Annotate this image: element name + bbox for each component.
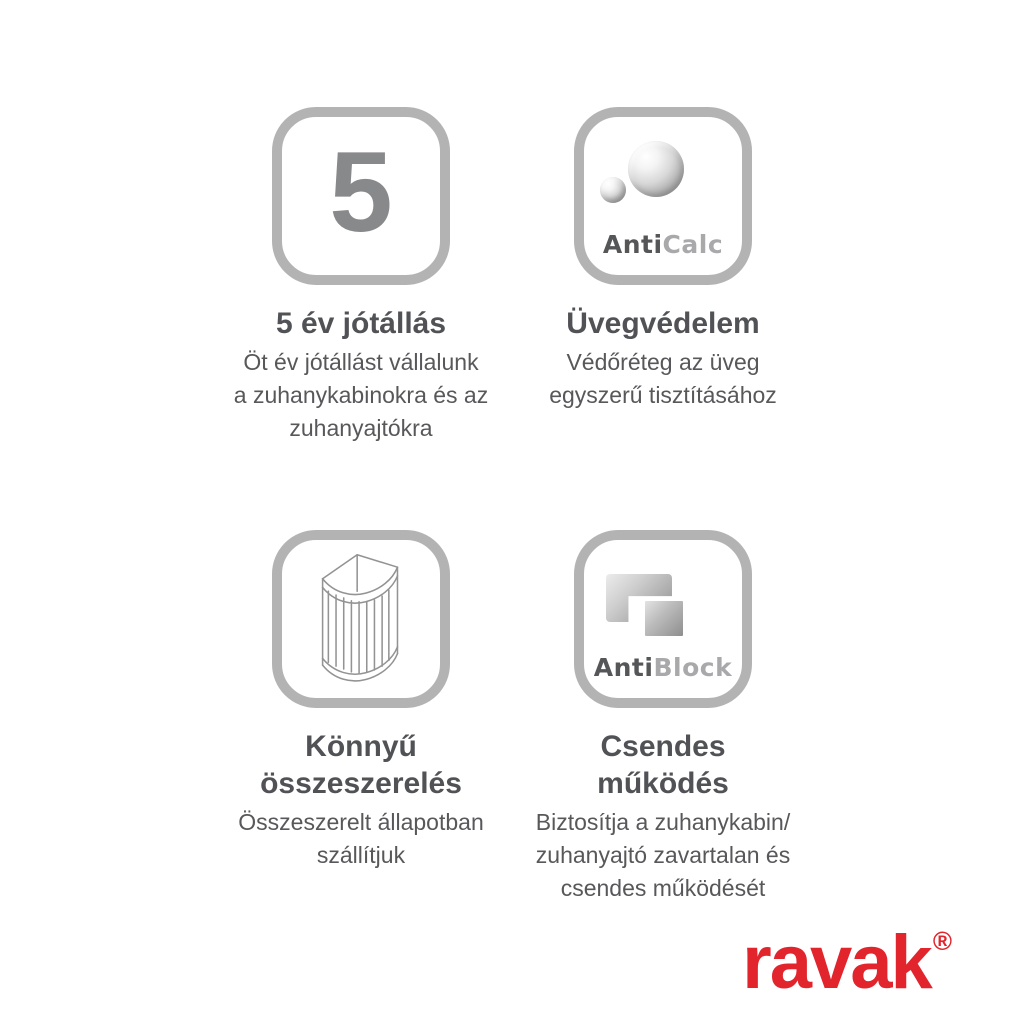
feature-easy-assembly-description: Összeszerelt állapotban szállítjuk: [238, 809, 484, 868]
anticalc-icon: [574, 107, 752, 285]
water-drop-large-icon: [628, 141, 684, 197]
ravak-logo: [742, 919, 950, 1006]
water-drop-small-icon: [600, 177, 626, 203]
antiblock-icon: [574, 530, 752, 708]
shower-cabin-icon: [272, 530, 450, 708]
feature-warranty-description: Öt év jótállást vállalunk a zuhanykabinokra és az zuhanyajtókra: [233, 349, 489, 441]
antiblock-wordmark-dark: Anti: [593, 653, 654, 682]
feature-easy-assembly-title: Könnyű összeszerelés: [260, 730, 462, 800]
feature-quiet-operation-description: Biztosítja a zuhanykabin/ zuhanyajtó zavartalan és csendes működését: [535, 809, 791, 901]
ravak-logo-text: ravak: [742, 920, 931, 1005]
feature-quiet-operation-title: Csendes működés: [597, 730, 729, 800]
feature-warranty: [191, 107, 531, 445]
number-five: 5: [329, 129, 393, 256]
feature-glass-protection-description: Védőréteg az üveg egyszerű tisztításához: [549, 349, 777, 408]
antiblock-wordmark: [584, 653, 742, 682]
five-year-warranty-icon: [272, 107, 450, 285]
antiblock-square: [642, 598, 686, 639]
feature-easy-assembly: [191, 530, 531, 872]
feature-glass-protection: [493, 107, 833, 412]
feature-warranty-title: 5 év jótállás: [275, 307, 447, 340]
antiblock-wordmark-light: Block: [653, 653, 733, 682]
anticalc-wordmark-dark: Anti: [602, 230, 663, 259]
registered-trademark-icon: ®: [932, 926, 952, 956]
feature-quiet-operation: [493, 530, 833, 905]
anticalc-wordmark-light: Calc: [662, 230, 724, 259]
anticalc-wordmark: [584, 230, 742, 259]
feature-glass-protection-title: Üvegvédelem: [566, 307, 760, 340]
shower-cabin-drawing: [313, 548, 409, 692]
